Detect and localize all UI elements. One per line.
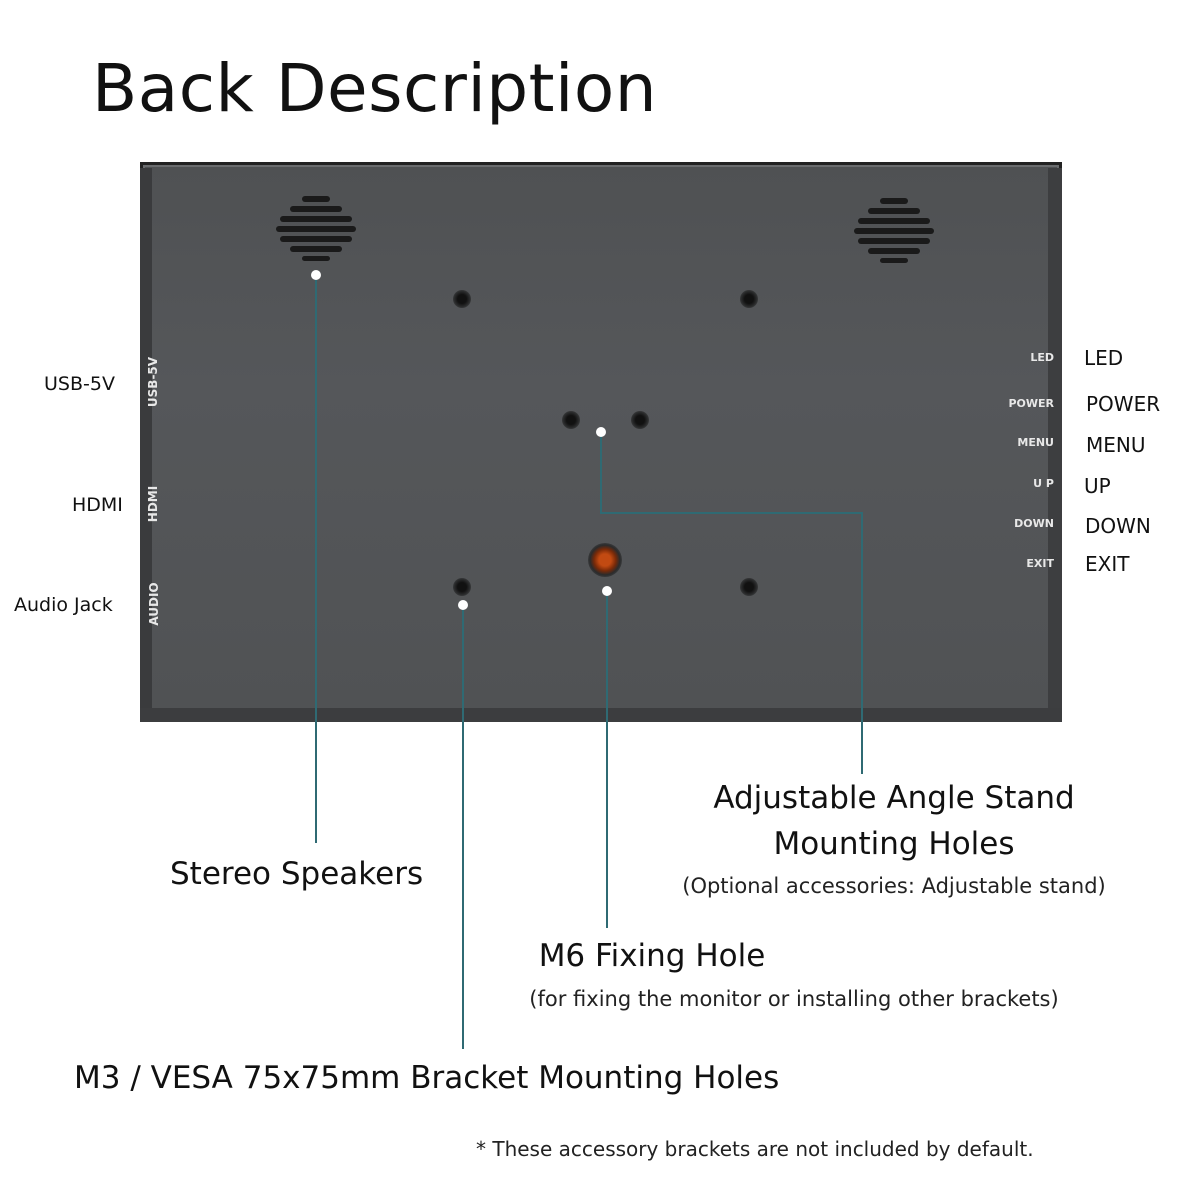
audio-jack-label: Audio Jack xyxy=(14,594,113,616)
vesa-hole-top-left xyxy=(453,290,471,308)
m6-callout: M6 Fixing Hole xyxy=(538,938,766,974)
stand-hole-right xyxy=(631,411,649,429)
up-label: UP xyxy=(1084,474,1111,498)
down-label: DOWN xyxy=(1085,514,1151,538)
leader-line-speakers xyxy=(315,275,317,843)
marker-dot-speaker xyxy=(311,270,321,280)
marker-dot-vesa xyxy=(458,600,468,610)
button-label-power: POWER xyxy=(1008,397,1054,410)
speaker-grille-left-icon xyxy=(276,194,356,262)
hdmi-label: HDMI xyxy=(72,494,123,516)
vesa-hole-top-right xyxy=(740,290,758,308)
leader-line-m6 xyxy=(606,592,608,928)
port-label-audio: AUDIO xyxy=(147,582,161,626)
port-label-usb: USB-5V xyxy=(146,356,160,408)
port-label-hdmi: HDMI xyxy=(146,485,160,523)
vesa-hole-bottom-left xyxy=(453,578,471,596)
power-label: POWER xyxy=(1086,392,1161,416)
m6-callout-sub: (for fixing the monitor or installing other brackets) xyxy=(529,987,1059,1011)
menu-label: MENU xyxy=(1086,433,1146,457)
stand-hole-left xyxy=(562,411,580,429)
vesa-hole-bottom-right xyxy=(740,578,758,596)
vesa-callout: M3 / VESA 75x75mm Bracket Mounting Holes xyxy=(74,1060,780,1096)
panel-bottom-edge xyxy=(140,708,1062,722)
exit-label: EXIT xyxy=(1085,552,1130,576)
button-label-up: U P xyxy=(1033,477,1054,490)
leader-line-stand-down xyxy=(861,512,863,774)
marker-dot-stand xyxy=(596,427,606,437)
panel-left-edge xyxy=(140,168,152,720)
button-label-down: DOWN xyxy=(1014,517,1054,530)
stand-callout-line1: Adjustable Angle Stand xyxy=(713,780,1075,816)
marker-dot-m6 xyxy=(602,586,612,596)
leader-line-stand-vertical xyxy=(600,432,602,513)
usb-5v-label: USB-5V xyxy=(44,373,115,395)
led-label: LED xyxy=(1084,346,1124,370)
button-label-exit: EXIT xyxy=(1026,557,1054,570)
stand-callout-line2: Mounting Holes xyxy=(773,826,1015,862)
m6-fixing-hole xyxy=(588,543,622,577)
button-label-led: LED xyxy=(1030,351,1054,364)
stand-callout-sub: (Optional accessories: Adjustable stand) xyxy=(682,874,1106,898)
leader-line-stand-horizontal xyxy=(600,512,862,514)
button-label-menu: MENU xyxy=(1017,436,1054,449)
speaker-grille-right-icon xyxy=(854,196,934,264)
speakers-callout: Stereo Speakers xyxy=(170,856,424,892)
footnote: * These accessory brackets are not included by default. xyxy=(476,1137,1034,1161)
page-title: Back Description xyxy=(92,50,658,127)
leader-line-vesa xyxy=(462,605,464,1049)
